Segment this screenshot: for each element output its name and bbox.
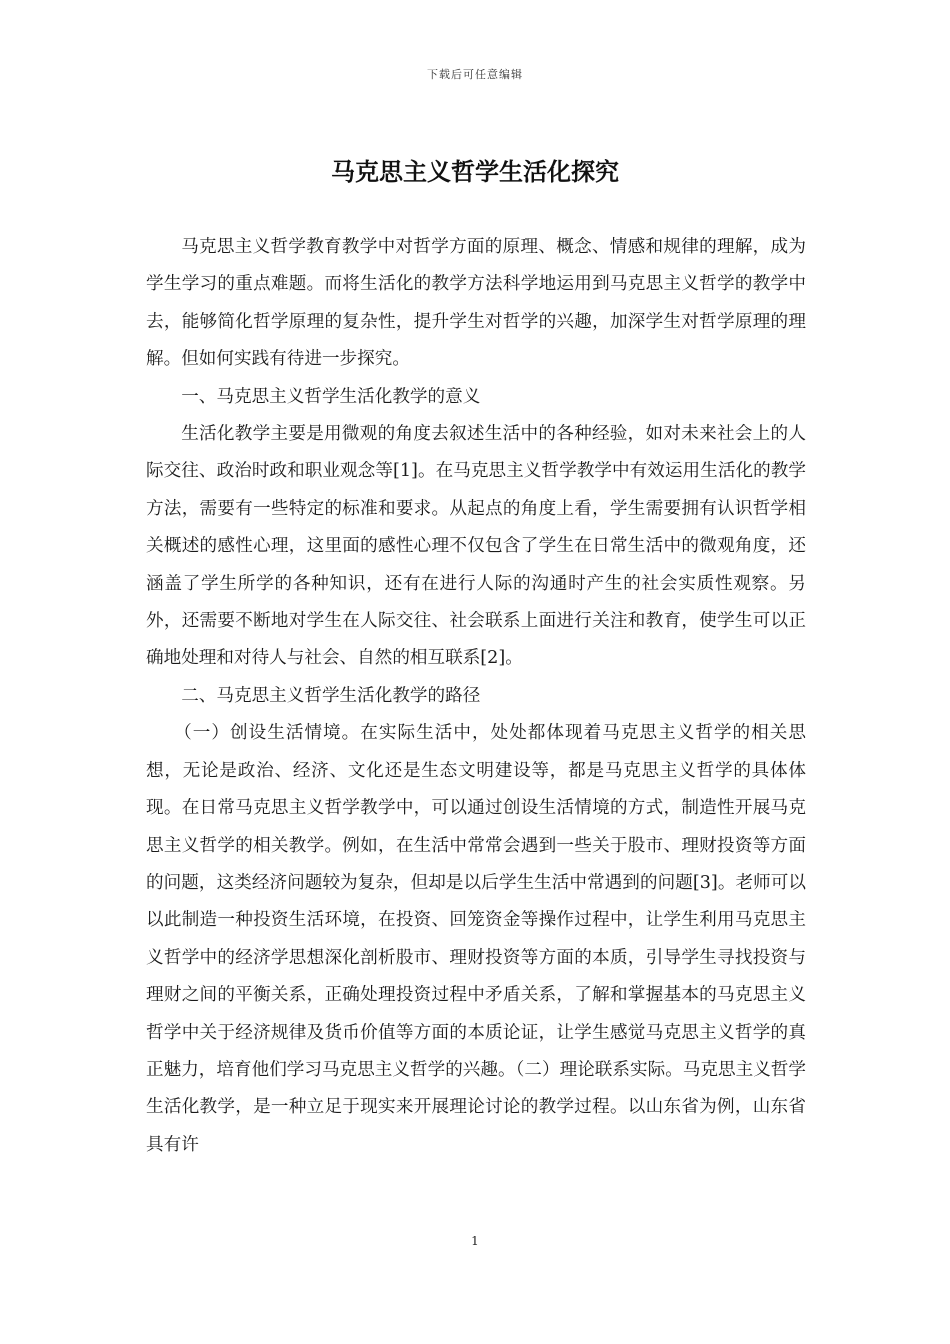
section-heading-2: 二、马克思主义哲学生活化教学的路径 (181, 685, 481, 706)
section-1-paragraph: 生活化教学主要是用微观的角度去叙述生活中的各种经验，如对未来社会上的人际交往、政治时政和职业观念等[1]。在马克思主义哲学教学中有效运用生活化的教学方法，需要有一些特定的标准和要求。从起点的角度上看，学生需要拥有认识哲学相关概述的感性心理，这里面的感性心理不仅包含了学生在日常生活中的微观角度，还涵盖了学生所学的各种知识，还有在进行人际的沟通时产生的社会实质性观察。另外，还需要不断地对学生在人际交往、社会联系上面进行关注和教育，使学生可以正确地处理和对待人与社会、自然的相互联系[2]。 (146, 424, 806, 669)
section-heading-1: 一、马克思主义哲学生活化教学的意义 (181, 386, 481, 407)
page-number: 1 (471, 1234, 479, 1248)
document-body (146, 229, 806, 1164)
section-2-paragraph: （一）创设生活情境。在实际生活中，处处都体现着马克思主义哲学的相关思想，无论是政治、经济、文化还是生态文明建设等，都是马克思主义哲学的具体体现。在日常马克思主义哲学教学中，可以通过创设生活情境的方式，制造性开展马克思主义哲学的相关教学。例如，在生活中常常会遇到一些关于股市、理财投资等方面的问题，这类经济问题较为复杂，但却是以后学生生活中常遇到的问题[3]。老师可以以此制造一种投资生活环境，在投资、回笼资金等操作过程中，让学生利用马克思主义哲学中的经济学思想深化剖析股市、理财投资等方面的本质，引导学生寻找投资与理财之间的平衡关系，正确处理投资过程中矛盾关系，了解和掌握基本的马克思主义哲学中关于经济规律及货币价值等方面的本质论证，让学生感觉马克思主义哲学的真正魅力，培育他们学习马克思主义哲学的兴趣。（二）理论联系实际。马克思主义哲学生活化教学，是一种立足于现实来开展理论讨论的教学过程。以山东省为例，山东省具有许 (146, 723, 806, 1155)
header-note: 下载后可任意编辑 (427, 68, 523, 81)
document-title: 马克思主义哲学生活化探究 (331, 157, 619, 186)
intro-paragraph: 马克思主义哲学教育教学中对哲学方面的原理、概念、情感和规律的理解，成为学生学习的重点难题。而将生活化的教学方法科学地运用到马克思主义哲学的教学中去，能够简化哲学原理的复杂性，提升学生对哲学的兴趣，加深学生对哲学原理的理解。但如何实践有待进一步探究。 (146, 237, 806, 370)
